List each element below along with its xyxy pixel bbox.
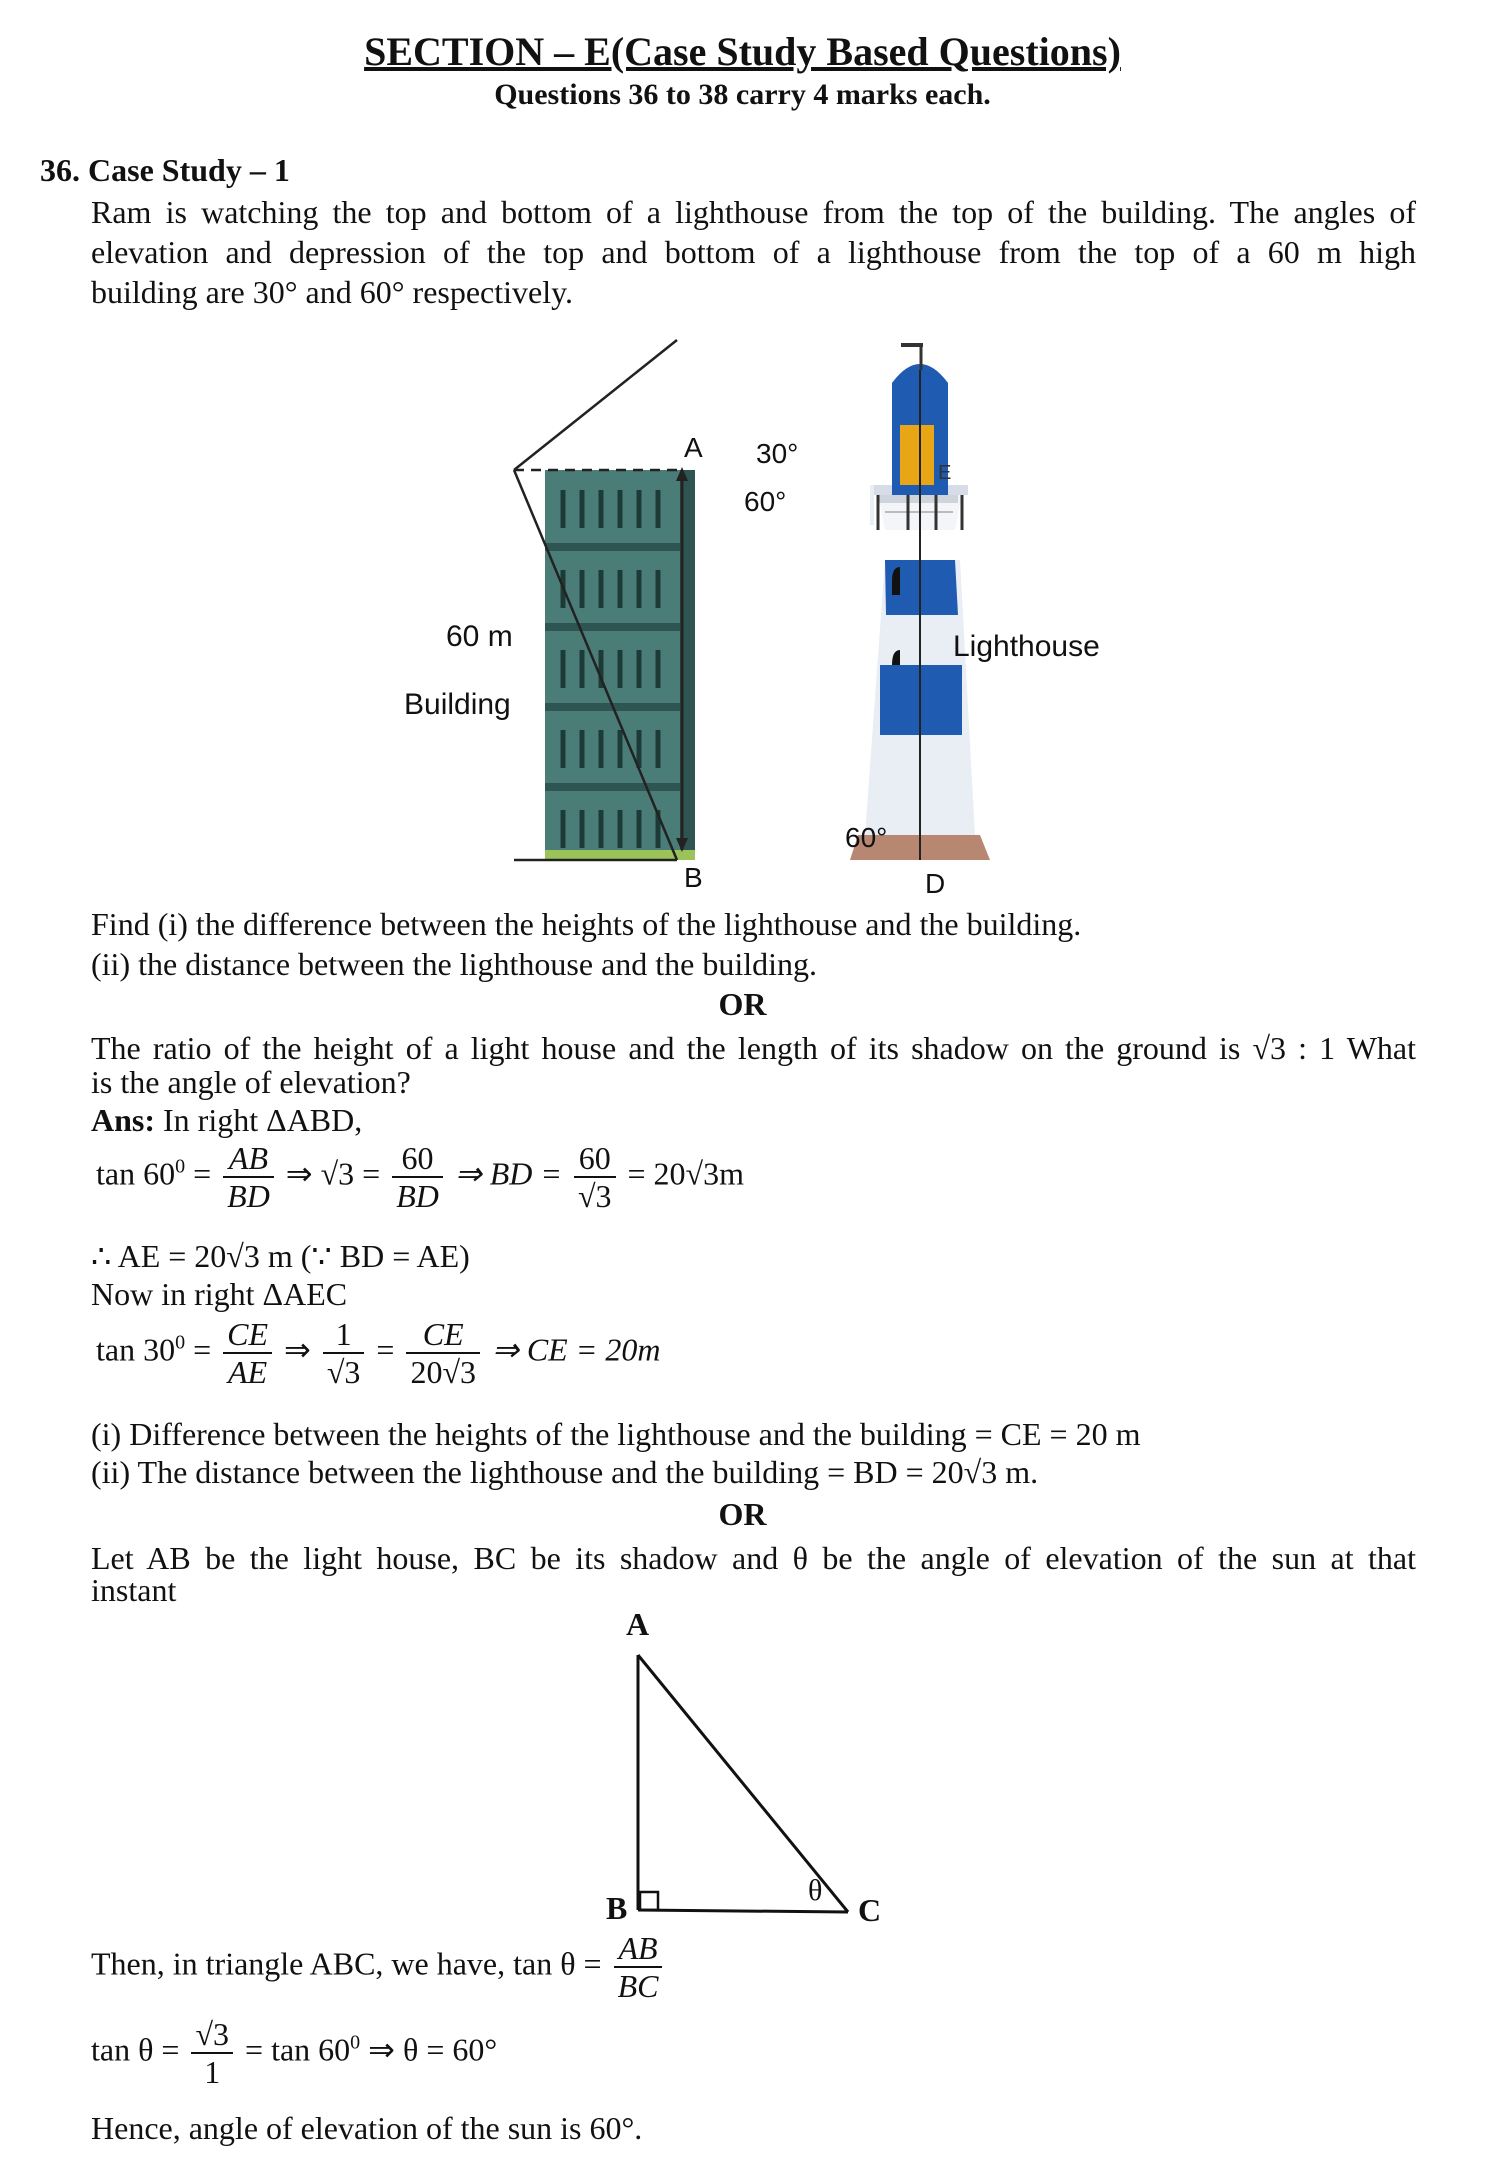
tan-theta-frac-num: √3: [191, 2016, 233, 2054]
answer-intro-text: In right ΔABD,: [155, 1102, 363, 1138]
find-part-1: Find (i) the difference between the heights of the lighthouse and the building.: [91, 906, 1082, 942]
eq1-sup: 0: [175, 1155, 186, 1178]
label-point-a: A: [684, 432, 703, 463]
fig2-point-b: B: [606, 1890, 628, 1926]
eq1-result: = 20√3m: [627, 1155, 744, 1192]
answer-intro: [91, 1100, 362, 1140]
ratio-question-line-1: The ratio of the height of a light house and the length of its shadow on the ground is √3 : 1 What: [91, 1030, 1416, 1066]
equation-tan60: [96, 1140, 744, 1214]
eq2-frac2-num: 1: [323, 1316, 365, 1354]
side-bc: [638, 1910, 848, 1912]
tan-theta-frac-den: 1: [204, 2054, 221, 2090]
label-point-e: E: [938, 462, 952, 484]
label-angle-30: 30°: [756, 438, 799, 469]
equation-tan30: [96, 1316, 660, 1390]
label-point-b: B: [684, 862, 703, 893]
label-angle-60-bottom: 60°: [845, 822, 888, 853]
eq2-sup: 0: [175, 1331, 186, 1354]
hence-conclusion: Hence, angle of elevation of the sun is 60°.: [91, 2110, 643, 2146]
eq2-lhs: tan 30: [96, 1331, 176, 1368]
eq1-lhs: tan 60: [96, 1155, 176, 1192]
eq2-equals2: =: [376, 1331, 395, 1368]
eq1-frac3-den: √3: [577, 1178, 612, 1214]
let-line-2: instant: [91, 1572, 177, 1608]
eq1-arrow1: ⇒ √3 =: [285, 1155, 381, 1192]
right-angle-marker: [640, 1892, 658, 1910]
eq1-frac1-den: BD: [227, 1178, 270, 1214]
ratio-question-line-2: is the angle of elevation?: [91, 1064, 411, 1100]
tan-theta-sup: 0: [350, 2031, 361, 2054]
eq1-equals: =: [185, 1155, 220, 1192]
question-paragraph-line-3: building are 30° and 60° respectively.: [91, 274, 574, 310]
label-angle-60-top: 60°: [744, 486, 787, 517]
tan-theta-rhs: = tan 60: [245, 2031, 351, 2068]
question-number: 36. Case Study – 1: [40, 152, 290, 188]
eq2-frac3-den: 20√3: [410, 1354, 477, 1390]
then-frac-den: BC: [617, 1968, 659, 2004]
answer-distance: (ii) The distance between the lighthouse and the building = BD = 20√3 m.: [91, 1454, 1039, 1490]
section-subtitle: Questions 36 to 38 carry 4 marks each.: [494, 78, 991, 111]
eq1-frac1-num: AB: [223, 1140, 274, 1178]
lighthouse: [850, 343, 990, 860]
question-paragraph-line-1: Ram is watching the top and bottom of a lighthouse from the top of the building. The angles of: [91, 194, 1416, 230]
answer-label: Ans:: [91, 1102, 156, 1138]
then-text: Then, in triangle ABC, we have, tan θ =: [91, 1945, 602, 1982]
lighthouse-building-figure: [380, 315, 1140, 905]
triangle-abc-figure: [600, 1640, 900, 1920]
label-lighthouse: Lighthouse: [953, 630, 1100, 663]
fig2-point-a: A: [626, 1606, 650, 1642]
label-building: Building: [404, 688, 511, 721]
tan-theta-lhs: tan θ =: [91, 2031, 180, 2068]
section-title: SECTION – E(Case Study Based Questions): [364, 29, 1121, 74]
question-paragraph-line-2: elevation and depression of the top and bottom of a lighthouse from the top of a 60 m high: [91, 234, 1416, 270]
eq1-frac3-num: 60: [574, 1140, 616, 1178]
eq2-arrow1: ⇒: [284, 1331, 311, 1368]
let-line-1: Let AB be the light house, BC be its shadow and θ be the angle of elevation of the sun at that: [91, 1540, 1416, 1576]
eq1-frac2-num: 60: [392, 1140, 443, 1178]
tan-theta-conclusion: ⇒ θ = 60°: [360, 2031, 498, 2068]
eq2-frac1-den: AE: [228, 1354, 268, 1390]
therefore-ae: ∴ AE = 20√3 m (∵ BD = AE): [91, 1238, 470, 1274]
label-point-d: D: [925, 868, 946, 899]
or-divider-1: OR: [718, 986, 767, 1022]
eq2-equals: =: [185, 1331, 220, 1368]
find-part-2: (ii) the distance between the lighthouse and the building.: [91, 946, 818, 982]
fig2-angle-theta: θ: [808, 1874, 823, 1907]
eq2-frac3-num: CE: [406, 1316, 480, 1354]
eq2-frac1-num: CE: [223, 1316, 272, 1354]
answer-difference: (i) Difference between the heights of the lighthouse and the building = CE = 20 m: [91, 1416, 1141, 1452]
equation-tan-theta: [91, 2016, 497, 2090]
eq2-result: ⇒ CE = 20m: [492, 1331, 661, 1368]
eq1-frac2-den: BD: [396, 1178, 439, 1214]
fig2-point-c: C: [858, 1892, 882, 1928]
eq2-frac2-den: √3: [326, 1354, 361, 1390]
eq1-arrow2: ⇒ BD =: [454, 1155, 562, 1192]
then-triangle-abc: [91, 1930, 666, 2004]
then-frac-num: AB: [614, 1930, 663, 1968]
now-right-aec: Now in right ΔAEC: [91, 1276, 348, 1312]
or-divider-2: OR: [718, 1496, 767, 1532]
label-building-height: 60 m: [446, 620, 513, 653]
